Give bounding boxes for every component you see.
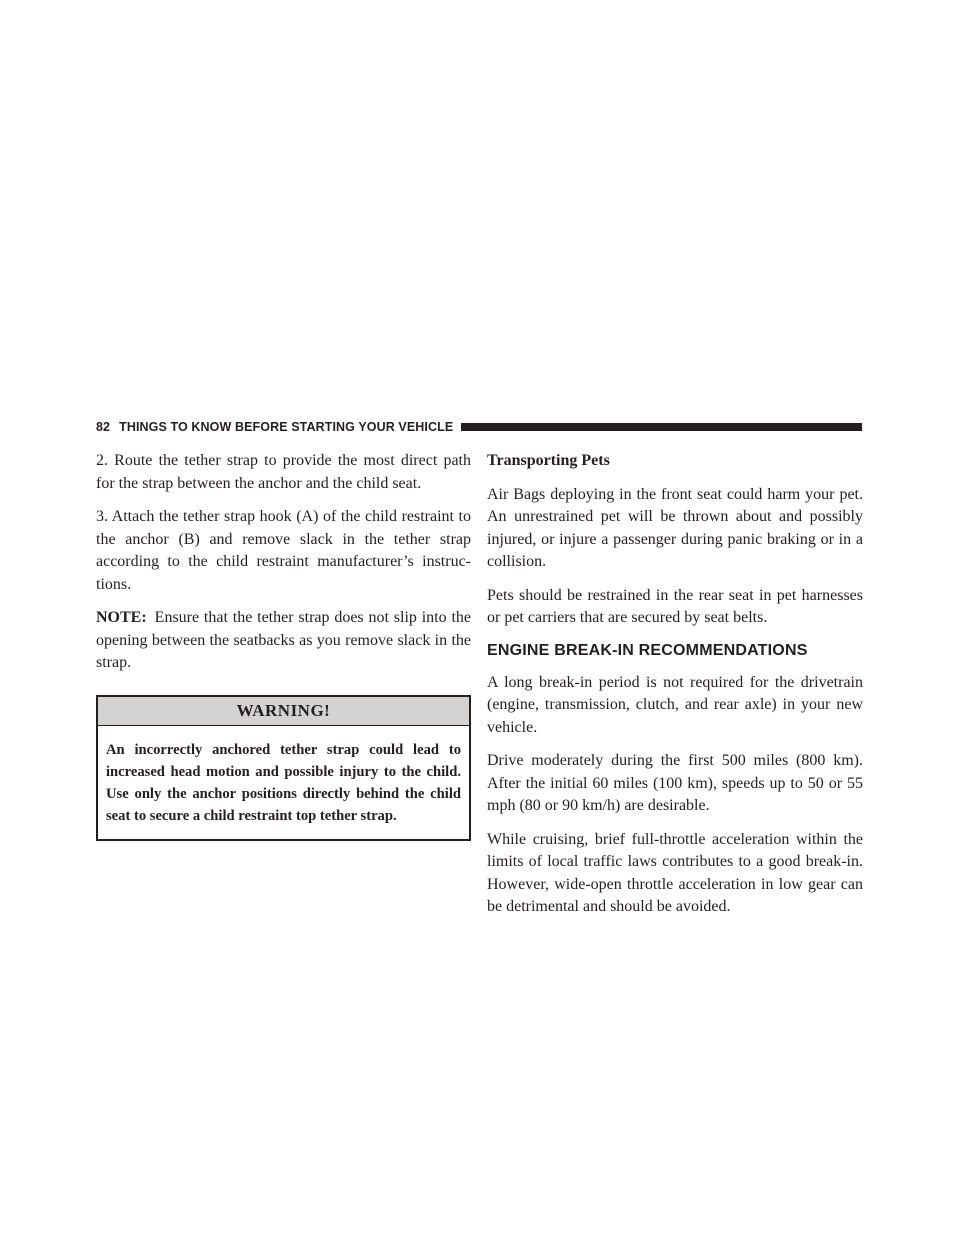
step-2-paragraph: 2. Route the tether strap to provide the most direct path for the strap between the anchor and the child seat. [96,452,471,492]
note-paragraph [96,607,471,675]
engine-paragraph-2: Drive moderately during the first 500 miles (800 km). After the initial 60 miles (100 km), speeds up to 50 or 55 mph (80 or 90 km/h) are desirable. [487,752,863,814]
warning-title: WARNING! [98,697,469,726]
note-label: NOTE: [96,609,147,626]
left-column [96,450,471,841]
engine-paragraph-3: While cruising, brief full-throttle acceleration within the limits of local traffic laws contributes to a good break-in. However, wide-open throttle acceleration in low gear can be detrimental and should be avoided. [487,830,863,915]
warning-box [96,695,471,841]
note-text: Ensure that the tether strap does not slip into the opening between the seatbacks as you remove slack in the strap. [96,609,471,671]
warning-text: An incorrectly anchored tether strap could lead to increased head motion and possible injury to the child. Use only the anchor positions directly behind the child seat to secure a child restraint top tether strap. [106,741,461,825]
section-title: THINGS TO KNOW BEFORE STARTING YOUR VEHICLE [119,420,454,434]
right-column [487,450,863,930]
engine-paragraph-1: A long break-in period is not required for the drivetrain (engine, transmission, clutch, and rear axle) in your new vehicle. [487,673,863,736]
pets-paragraph-2: Pets should be restrained in the rear seat in pet harnesses or pet carriers that are secured by seat belts. [487,586,863,626]
step-3-paragraph: 3. Attach the tether strap hook (A) of the child restraint to the anchor (B) and remove slack in the tether strap according to the child restraint manufacturer’s instruc-tions. [96,508,471,593]
page-number: 82 [96,420,111,434]
page-header [96,419,862,435]
pets-paragraph-1: Air Bags deploying in the front seat could harm your pet. An unrestrained pet will be thrown about and possibly injured, or injure a passenger during panic braking or in a collision. [487,485,863,570]
header-rule [461,423,862,431]
transporting-pets-heading: Transporting Pets [487,452,610,469]
engine-break-in-heading: ENGINE BREAK-IN RECOMMENDATIONS [487,641,808,659]
